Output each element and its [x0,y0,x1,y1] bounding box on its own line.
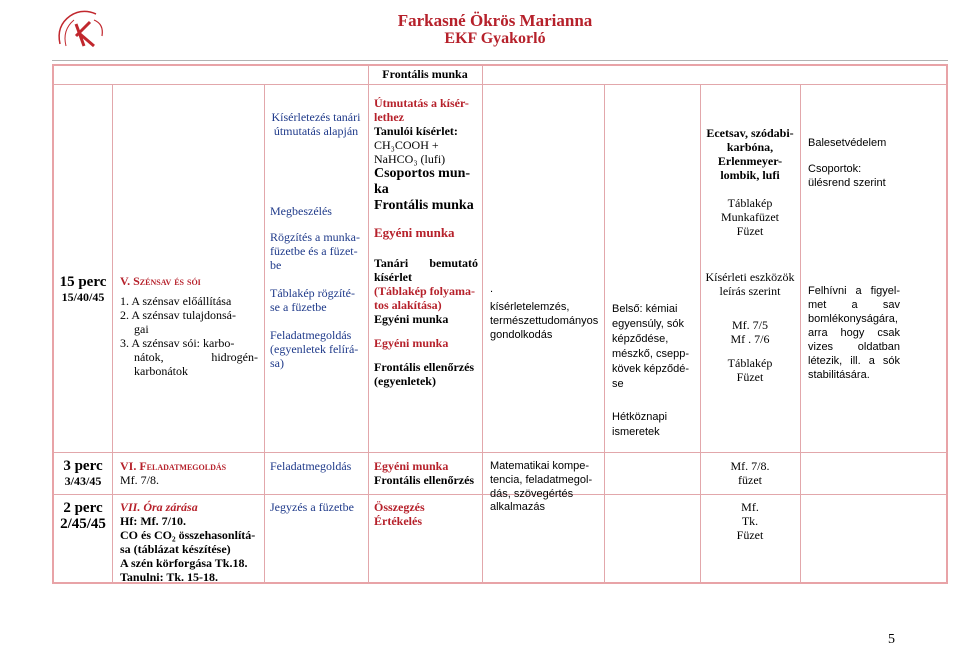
school-logo [52,6,112,54]
topic-line: Tanulni: Tk. 15-18. [120,570,219,584]
work-item: Összegzés [374,500,425,514]
divider [264,84,265,584]
tool-item: füzet [738,473,762,487]
topic-item: karbonátok [134,364,188,378]
work-item: Frontális ellenőrzés (egyenletek) [374,360,475,388]
tool-item: Mf. 7/8. [730,459,770,473]
topic-line: Hf: Mf. 7/10. [120,514,186,528]
comp-item: kísérletelemzés, természettudományos gondolkodás [490,301,599,341]
tool-item: Füzet [736,528,764,542]
page-number: 5 [888,632,895,647]
work-item: Egyéni munka [374,459,449,473]
topic-title: V. Szénsav és sói [120,274,201,288]
time-sub: 3/43/45 [64,474,102,488]
row2-work [374,459,478,487]
link-item: Belső: kémiai egyensúly, sók képződése, mészkő, csepp-kövek képződé-se [612,303,690,390]
work-item: Tanári bemutató kísérlet [374,256,478,284]
time-sub: 2/45/45 [60,516,106,532]
work-item: Egyéni munka [374,225,455,240]
divider [368,84,369,584]
tool-item: Mf. [741,500,759,514]
tool-item: Mf. 7/5 [732,318,768,332]
link-item: Hétköznapi ismeretek [612,411,668,438]
topic-item: 3. A szénsav sói: karbo- [120,336,235,350]
work-item: CH₃COOH + [374,138,439,152]
method: Táblakép rögzíté-se a füzetbe [270,286,355,314]
row1-time [54,274,112,304]
tool-item: Táblakép [727,356,773,370]
row2-time [54,458,112,488]
row3-tools [702,500,798,542]
row2-tools [702,459,798,487]
note-item: Balesetvédelem [808,137,887,149]
time-main: 3 perc [63,458,103,474]
time-main: 2 perc [63,500,103,516]
divider [700,84,701,584]
work-item: Frontális ellenőrzés [374,473,475,487]
method: Megbeszélés [270,204,332,218]
topic-item: 2. A szénsav tulajdonsá- [120,308,236,322]
row1-topic [120,274,258,378]
topic-title: VII. Óra zárása [120,500,198,514]
school-name: EKF Gyakorló [444,30,546,47]
row1-links [612,302,698,440]
row3-time [54,500,112,532]
tool-item: Mf . 7/6 [730,332,770,346]
work-item: Értékelés [374,514,422,528]
divider [482,84,483,584]
work-item: Egyéni munka [374,312,449,326]
tool-item: Tk. [741,514,759,528]
row1-competence [490,282,600,342]
work-item: NaHCO₃ (lufi) [374,152,446,166]
work-item: Csoportos mun-ka [374,166,471,197]
topic-line: A szén körforgása Tk.18. [120,556,248,570]
work-item: Frontális munka [374,198,474,213]
topic-title: VI. Feladatmegoldás [120,459,227,473]
method: Rögzítés a munka-füzetbe és a füzet-be [270,230,360,272]
row3-work [374,500,478,528]
divider [52,452,948,453]
tool-item: Kísérleti eszközök leírás szerint [705,270,795,298]
row1-tools [702,126,798,384]
note-item: Felhívni a figyel-met a sav bomlékonyságára, arra hogy csak vizes oldatban létezik, ill. a sók stabilitására. [808,285,900,381]
top-cell: Frontális munka [382,67,468,81]
divider [604,84,605,584]
time-main: 15 perc [59,274,107,290]
page-header [330,12,660,48]
work-item: Tanulói kísérlet: [374,124,458,138]
topic-item: gai [134,322,149,336]
tool-item: Munkafüzet [721,210,779,224]
topic-item: nátok, hidrogén- [134,350,258,364]
method: Kísérletezés tanári útmutatás alapján [271,110,361,138]
tool-item: Táblakép [727,196,773,210]
comp-dot: . [490,283,494,295]
divider [112,84,113,584]
method: Feladatmegoldás (egyenletek felírá-sa) [270,328,359,370]
time-sub: 15/40/45 [61,290,105,304]
work-item: Egyéni munka [374,336,449,350]
divider [482,64,483,84]
row3-method: Jegyzés a füzetbe [270,500,354,514]
row1-work [374,96,478,388]
row2-competence: Matematikai kompe-tencia, feladatmegol-dás, szövegértés [490,460,593,500]
divider [52,84,948,85]
work-item: (Táblakép folyama-tos alakítása) [374,284,476,312]
author-name: Farkasné Ökrös Marianna [397,11,593,30]
tool-item: Füzet [736,370,764,384]
row2-method: Feladatmegoldás [270,459,352,473]
row3-competence: alkalmazás [490,501,546,513]
row1-methods [270,110,362,370]
tool-item: Füzet [736,224,764,238]
topic-sub: Mf. 7/8. [120,473,159,487]
tool-item: Ecetsav, szódabi-karbóna, Erlenmeyer-lombik, lufi [706,126,794,182]
topic-item: 1. A szénsav előállítása [120,294,232,308]
row2-topic [120,459,258,487]
topic-line: CO és CO₂ összehasonlítá-sa (táblázat készítése) [120,528,256,556]
row3-topic [120,500,260,584]
divider [800,84,801,584]
note-item: Csoportok: ülésrend szerint [808,163,886,189]
work-item: Útmutatás a kísér-lethez [374,96,469,124]
row1-notes [808,136,900,382]
header-rule [52,60,948,61]
